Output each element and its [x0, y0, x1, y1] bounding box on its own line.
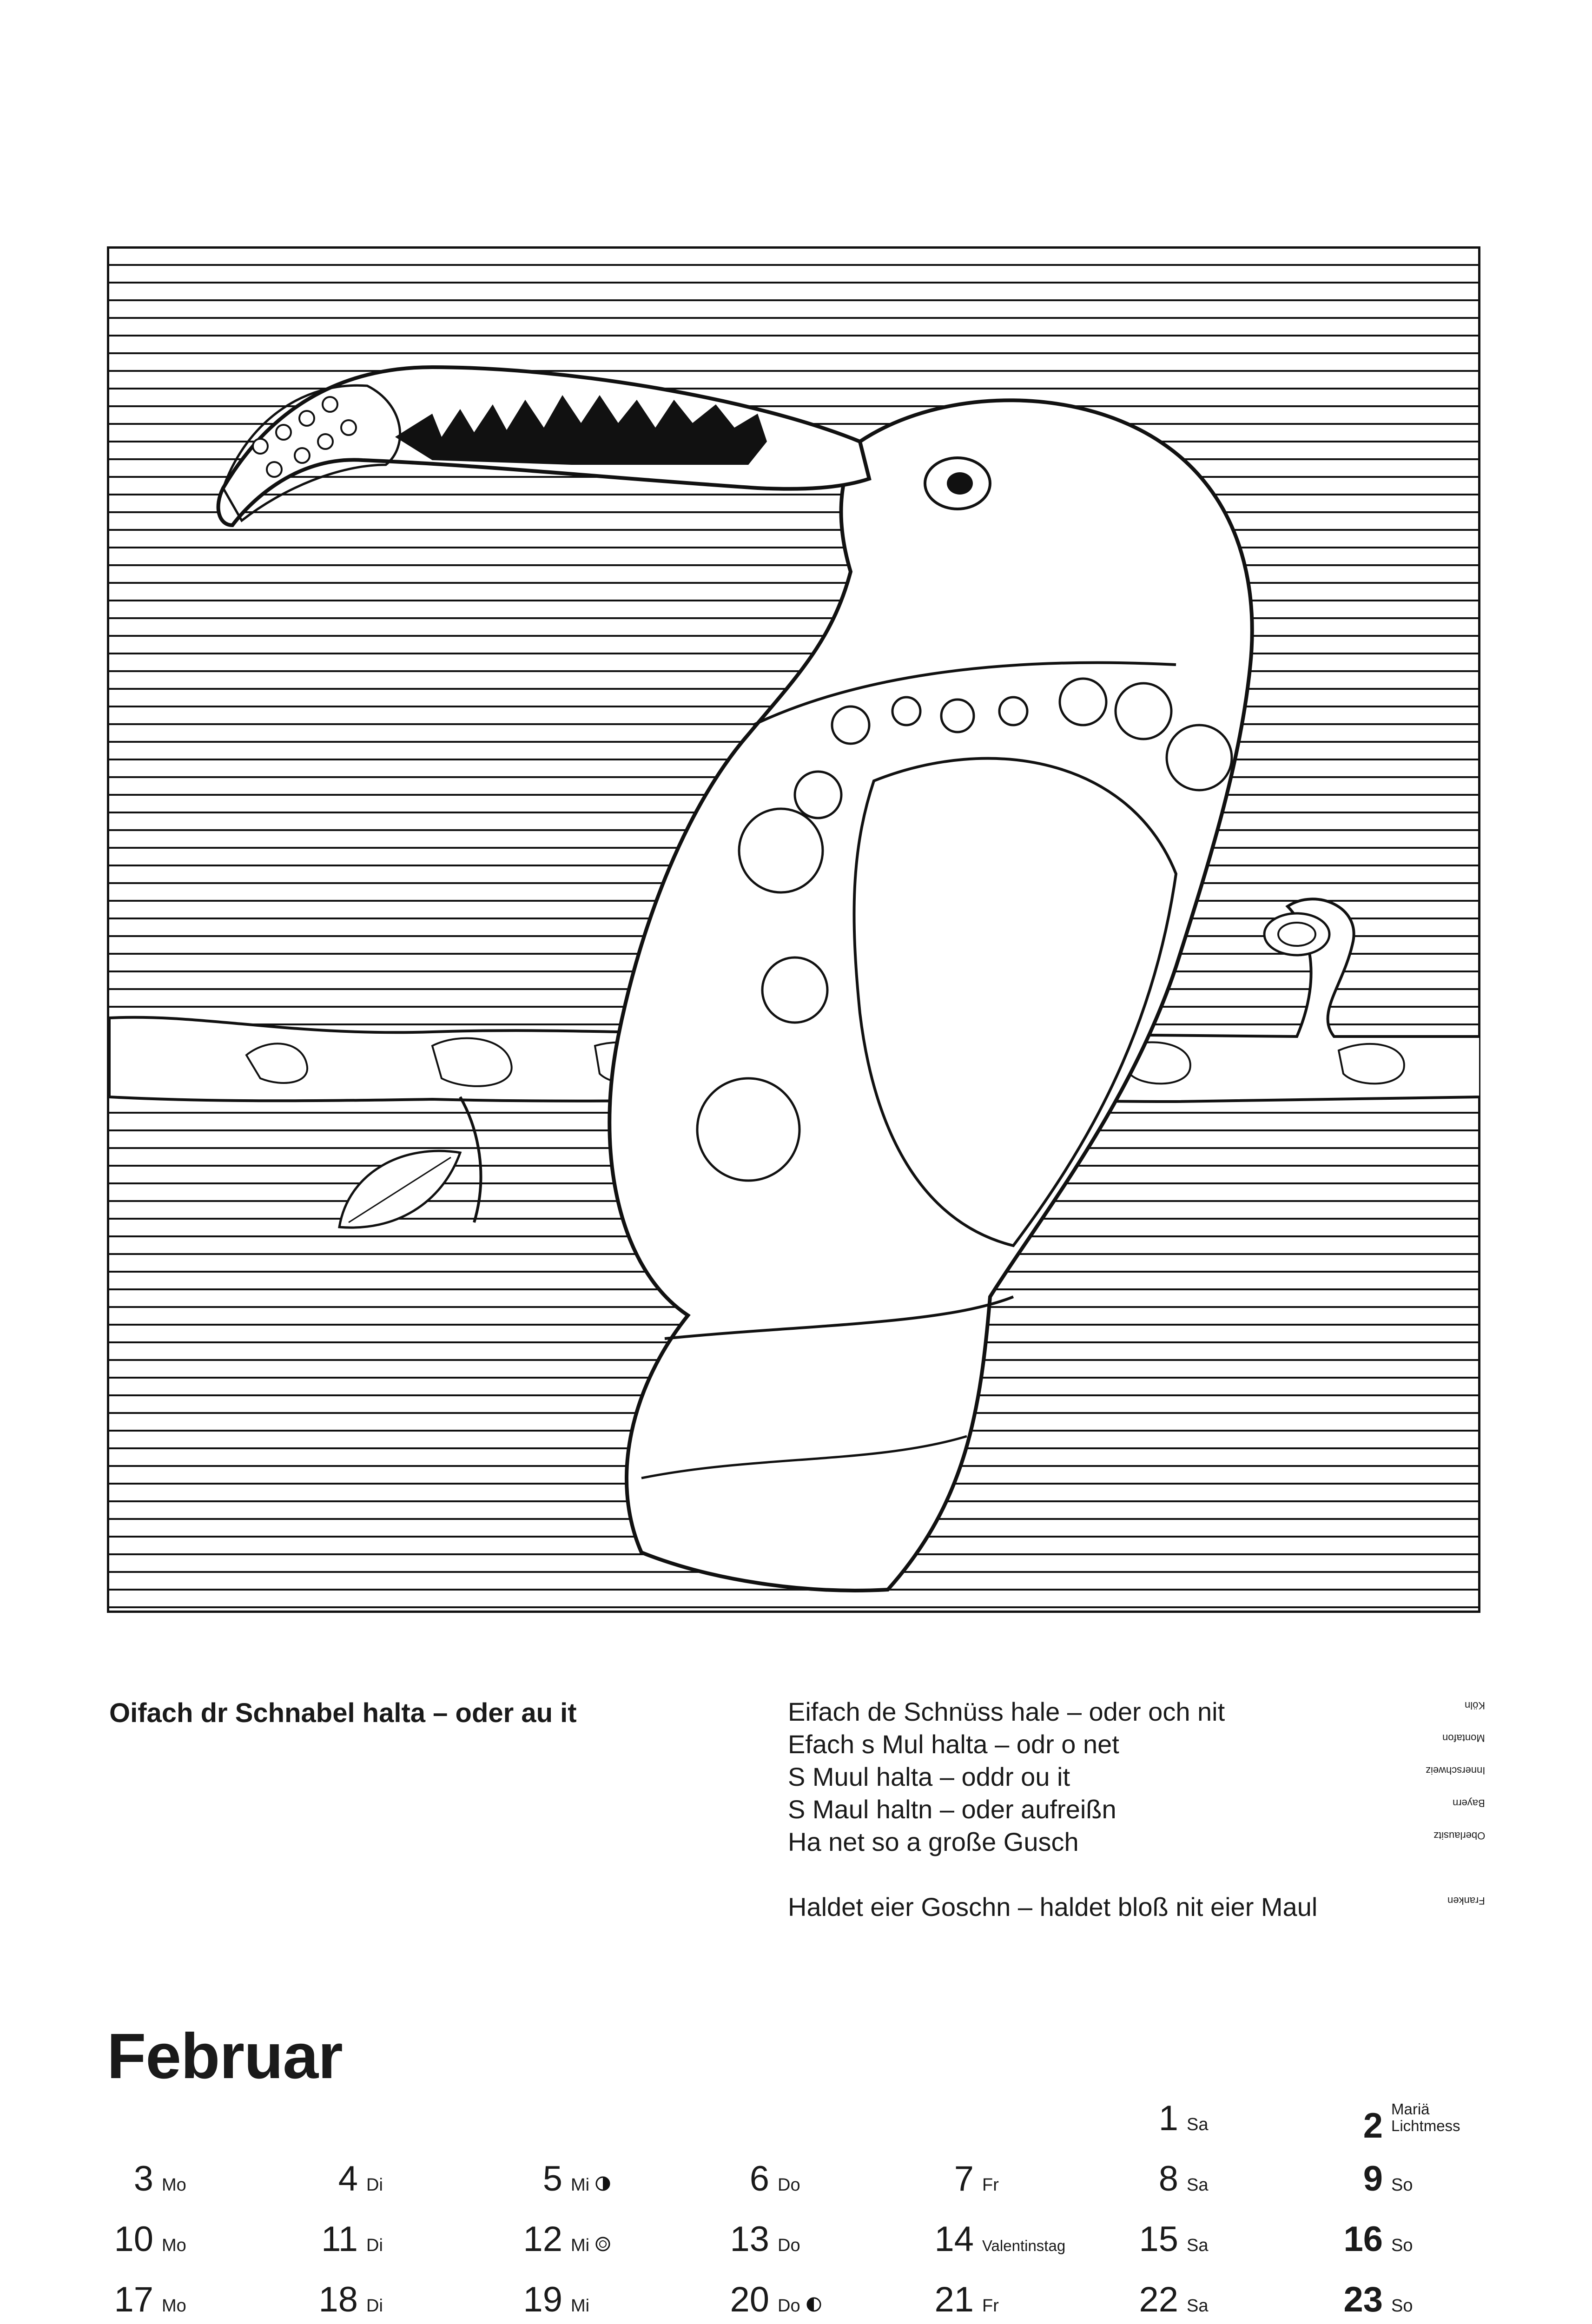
- calendar-day: [302, 2282, 383, 2317]
- weekday-label: So: [1391, 2236, 1413, 2255]
- calendar-day: [302, 2161, 383, 2197]
- calendar-day: [1123, 2219, 1209, 2259]
- weekday-label: Di: [366, 2296, 383, 2316]
- day-number: 18: [318, 2280, 358, 2319]
- day-number: 6: [749, 2159, 769, 2199]
- day-number: 22: [1139, 2280, 1178, 2319]
- calendar-day: [507, 2282, 589, 2317]
- weekday-label: So: [1391, 2296, 1413, 2316]
- calendar-day: [1123, 2282, 1208, 2317]
- holiday-line: Mariä: [1391, 2100, 1430, 2118]
- day-number: 14: [934, 2219, 974, 2259]
- weekday-label: Sa: [1187, 2175, 1209, 2195]
- region-label: Franken: [1447, 1895, 1485, 1907]
- day-number: 16: [1343, 2219, 1383, 2259]
- calendar-day: [1327, 2101, 1460, 2144]
- calendar-day: [918, 2282, 999, 2317]
- day-number: 1: [1158, 2099, 1178, 2138]
- calendar-day: [1327, 2219, 1413, 2259]
- day-number: 4: [338, 2159, 358, 2199]
- weekday-label: Mi: [571, 2296, 590, 2316]
- day-number: 5: [542, 2159, 562, 2199]
- calendar-day: [713, 2282, 822, 2317]
- dialect-text: Eifach de Schnüss hale – oder och nit: [788, 1697, 1225, 1726]
- weekday-label: Fr: [982, 2175, 999, 2195]
- calendar-day: [918, 2161, 999, 2197]
- day-number: 15: [1139, 2219, 1178, 2259]
- day-number: 11: [321, 2219, 358, 2259]
- first-quarter-moon-icon: [595, 2176, 611, 2192]
- dialect-text: S Maul haltn – oder aufreißn: [788, 1795, 1116, 1824]
- weekday-label: Di: [366, 2175, 383, 2195]
- calendar-day: [98, 2219, 186, 2259]
- calendar-day: [507, 2161, 611, 2197]
- day-number: 20: [730, 2280, 769, 2319]
- weekday-label: Mi: [571, 2175, 590, 2195]
- dialect-text: Ha net so a große Gusch: [788, 1827, 1079, 1856]
- region-label: Oberlausitz: [1433, 1830, 1485, 1842]
- calendar-day: [98, 2161, 186, 2197]
- weekday-label: Do: [778, 2296, 800, 2316]
- day-number: 8: [1158, 2159, 1178, 2199]
- weekday-label: Mo: [162, 2296, 186, 2316]
- last-quarter-moon-icon: [806, 2297, 822, 2312]
- day-number: 10: [114, 2219, 153, 2259]
- day-number: 13: [730, 2219, 769, 2259]
- day-number: 21: [934, 2280, 974, 2319]
- holiday-line: Lichtmess: [1391, 2117, 1460, 2134]
- calendar-day: [713, 2219, 800, 2259]
- weekday-label: Fr: [982, 2296, 999, 2316]
- weekday-label: Sa: [1187, 2296, 1209, 2316]
- weekday-label: Mo: [162, 2236, 186, 2255]
- calendar-day: [1123, 2161, 1208, 2197]
- calendar-day: [98, 2282, 186, 2317]
- day-number: 19: [523, 2280, 562, 2319]
- month-title: Februar: [107, 2020, 343, 2092]
- day-number: 3: [133, 2159, 153, 2199]
- holiday-label: [1391, 2101, 1460, 2134]
- day-number: 7: [954, 2159, 974, 2199]
- calendar-day: [507, 2219, 611, 2259]
- day-number: 12: [523, 2219, 562, 2259]
- calendar-day: [1327, 2161, 1413, 2197]
- weekday-label: Mi: [571, 2236, 590, 2255]
- region-label: Innerschweiz: [1425, 1765, 1485, 1776]
- dialect-text: S Muul halta – oddr ou it: [788, 1762, 1070, 1791]
- saying-headline: Oifach dr Schnabel halta – oder au it: [109, 1698, 577, 1728]
- weekday-label: Sa: [1187, 2115, 1209, 2134]
- calendar-day: [1123, 2101, 1208, 2136]
- day-number: 9: [1363, 2159, 1383, 2199]
- weekday-label: So: [1391, 2175, 1413, 2195]
- weekday-label: Mo: [162, 2175, 186, 2195]
- calendar-day: [302, 2219, 383, 2259]
- calendar-day: [918, 2219, 1066, 2259]
- full-moon-icon: [595, 2236, 611, 2252]
- weekday-label: Do: [778, 2236, 800, 2255]
- region-label: Köln: [1464, 1700, 1485, 1711]
- region-label: Montafon: [1442, 1732, 1485, 1744]
- calendar-day: [713, 2161, 800, 2197]
- calendar-day: [1327, 2282, 1413, 2317]
- day-number: 2: [1363, 2106, 1383, 2146]
- dialect-text: Efach s Mul halta – odr o net: [788, 1730, 1119, 1759]
- region-label: Bayern: [1453, 1797, 1485, 1809]
- dialect-text: Haldet eier Goschn – haldet bloß nit eier Maul: [788, 1892, 1318, 1921]
- holiday-label: Valentinstag: [982, 2237, 1066, 2254]
- day-number: 17: [114, 2280, 153, 2319]
- day-number: 23: [1343, 2280, 1383, 2319]
- weekday-label: Do: [778, 2175, 800, 2195]
- weekday-label: Di: [366, 2236, 383, 2255]
- weekday-label: Sa: [1187, 2236, 1209, 2255]
